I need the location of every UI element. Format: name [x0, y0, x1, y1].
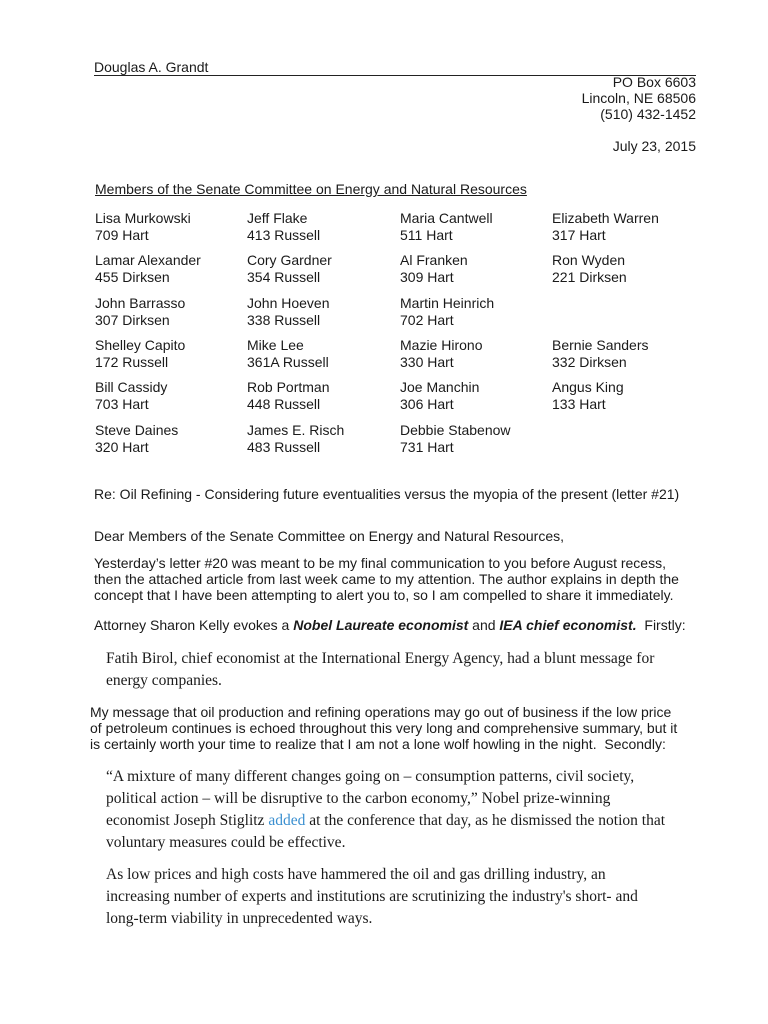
member-name: Lisa Murkowski	[95, 210, 191, 226]
member-name: Cory Gardner	[247, 252, 332, 268]
member-entry	[247, 252, 397, 286]
member-name: Martin Heinrich	[400, 295, 495, 311]
member-entry	[95, 210, 245, 244]
member-name: Elizabeth Warren	[552, 210, 659, 226]
member-office: 354 Russell	[247, 269, 321, 285]
member-name: Debbie Stabenow	[400, 422, 511, 438]
paragraph-economists	[94, 617, 686, 633]
paragraph-intro	[94, 555, 704, 603]
emphasis-iea: IEA chief economist.	[499, 617, 637, 633]
member-office: 317 Hart	[552, 227, 606, 243]
member-entry	[95, 337, 245, 371]
address-line-1: PO Box 6603	[612, 74, 696, 90]
member-office: 703 Hart	[95, 396, 149, 412]
member-entry	[95, 422, 245, 456]
member-office: 307 Dirksen	[95, 312, 170, 328]
quote-line: voluntary measures could be effective.	[106, 834, 346, 851]
member-entry	[247, 295, 397, 329]
paragraph-line: of petroleum continues is echoed throughout this very long and comprehensive summary, but it	[90, 720, 678, 736]
member-office: 511 Hart	[400, 227, 453, 243]
member-office: 306 Hart	[400, 396, 454, 412]
paragraph-line: Yesterday’s letter #20 was meant to be my final communication to you before August recess,	[94, 555, 666, 571]
member-entry	[400, 210, 550, 244]
paragraph-line: is certainly worth your time to realize that I am not a lone wolf howling in the night. Secondly:	[90, 736, 666, 752]
member-name: Steve Daines	[95, 422, 179, 438]
paragraph-line: My message that oil production and refining operations may go out of business if the low price	[90, 704, 672, 720]
member-entry	[247, 210, 397, 244]
member-entry	[247, 337, 397, 371]
member-entry	[552, 252, 702, 286]
member-entry	[400, 337, 550, 371]
member-office: 361A Russell	[247, 354, 329, 370]
quote-line: energy companies.	[106, 672, 222, 689]
member-entry	[247, 422, 397, 456]
member-entry	[400, 422, 550, 456]
member-name: Angus King	[552, 379, 624, 395]
committee-heading: Members of the Senate Committee on Energy and Natural Resources	[95, 181, 527, 197]
member-office: 309 Hart	[400, 269, 454, 285]
member-office: 709 Hart	[95, 227, 149, 243]
quote-line	[106, 810, 706, 832]
quote-text: economist Joseph Stiglitz	[106, 812, 269, 829]
member-entry	[247, 379, 397, 413]
paragraph-text: Firstly:	[636, 617, 686, 633]
member-office: 731 Hart	[400, 439, 454, 455]
sender-name-text: Douglas A. Grandt	[94, 59, 209, 75]
paragraph-line: concept that I have been attempting to alert you to, so I am compelled to share it immediately.	[94, 587, 674, 603]
member-name: Maria Cantwell	[400, 210, 493, 226]
member-entry	[95, 379, 245, 413]
member-entry	[95, 295, 245, 329]
member-name: Joe Manchin	[400, 379, 480, 395]
member-office: 133 Hart	[552, 396, 606, 412]
salutation: Dear Members of the Senate Committee on Energy and Natural Resources,	[94, 528, 565, 544]
member-name: Rob Portman	[247, 379, 330, 395]
member-name: James E. Risch	[247, 422, 345, 438]
quote-line: long-term viability in unprecedented ways.	[106, 910, 373, 927]
quote-text: at the conference that day, as he dismissed the notion that	[305, 812, 666, 829]
member-office: 332 Dirksen	[552, 354, 627, 370]
added-link[interactable]: added	[268, 812, 306, 829]
member-office: 330 Hart	[400, 354, 454, 370]
paragraph-message	[90, 704, 704, 752]
member-name: John Hoeven	[247, 295, 330, 311]
address-line-2: Lincoln, NE 68506	[581, 90, 696, 106]
member-office: 448 Russell	[247, 396, 321, 412]
quote-stiglitz	[106, 766, 706, 854]
subject-line: Re: Oil Refining - Considering future eventualities versus the myopia of the present (letter #21)	[94, 486, 680, 502]
member-name: Bernie Sanders	[552, 337, 649, 353]
letter-date: July 23, 2015	[612, 138, 696, 154]
member-entry	[400, 379, 550, 413]
quote-industry	[106, 864, 706, 930]
member-office: 338 Russell	[247, 312, 321, 328]
member-name: Al Franken	[400, 252, 468, 268]
paragraph-line: then the attached article from last week came to my attention. The author explains in depth the	[94, 571, 679, 587]
member-name: Lamar Alexander	[95, 252, 201, 268]
member-name: Mike Lee	[247, 337, 304, 353]
member-office: 320 Hart	[95, 439, 149, 455]
phone-number: (510) 432-1452	[600, 106, 696, 122]
member-name: Ron Wyden	[552, 252, 626, 268]
paragraph-text: and	[468, 617, 500, 633]
member-name: Jeff Flake	[247, 210, 308, 226]
member-entry	[552, 337, 702, 371]
member-entry	[95, 252, 245, 286]
quote-line: Fatih Birol, chief economist at the International Energy Agency, had a blunt message for	[106, 650, 655, 667]
sender-address	[582, 74, 696, 122]
member-entry	[400, 252, 550, 286]
quote-line: increasing number of experts and institutions are scrutinizing the industry's short- and	[106, 888, 638, 905]
paragraph-text: Attorney Sharon Kelly evokes a	[94, 617, 294, 633]
member-office: 413 Russell	[247, 227, 321, 243]
quote-line: political action – will be disruptive to the carbon economy,” Nobel prize-winning	[106, 790, 611, 807]
quote-line: As low prices and high costs have hammered the oil and gas drilling industry, an	[106, 866, 606, 883]
member-office: 172 Russell	[95, 354, 169, 370]
member-office: 221 Dirksen	[552, 269, 627, 285]
member-office: 702 Hart	[400, 312, 454, 328]
member-name: Shelley Capito	[95, 337, 186, 353]
member-entry	[552, 379, 702, 413]
member-office: 455 Dirksen	[95, 269, 170, 285]
member-name: John Barrasso	[95, 295, 186, 311]
member-entry	[552, 210, 702, 244]
emphasis-nobel: Nobel Laureate economist	[293, 617, 469, 633]
quote-line: “A mixture of many different changes going on – consumption patterns, civil society,	[106, 768, 635, 785]
member-office: 483 Russell	[247, 439, 321, 455]
quote-birol	[106, 648, 706, 692]
member-name: Bill Cassidy	[95, 379, 168, 395]
member-entry	[400, 295, 550, 329]
member-name: Mazie Hirono	[400, 337, 483, 353]
